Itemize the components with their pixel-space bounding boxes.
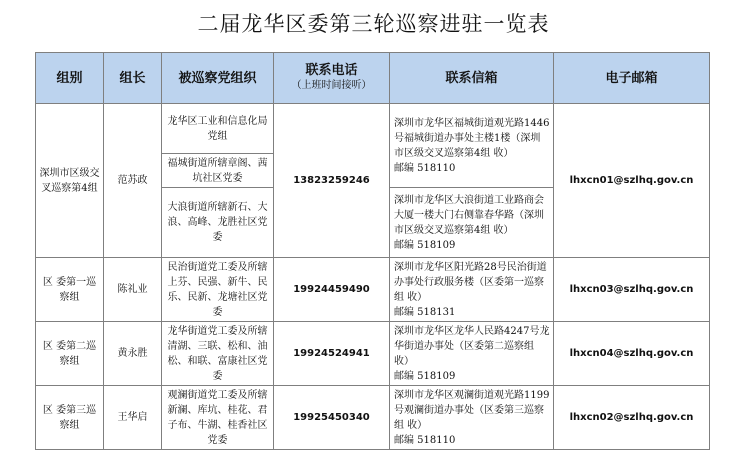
phone-cell: 19925450340: [274, 386, 390, 450]
email-cell: lhxcn04@szlhq.gov.cn: [554, 322, 710, 386]
header-org: 被巡察党组织: [162, 53, 274, 104]
header-row: [36, 53, 710, 104]
email-cell: lhxcn02@szlhq.gov.cn: [554, 386, 710, 450]
table-row: [36, 386, 710, 450]
mailbox-cell: [390, 188, 554, 258]
org-cell: 福城街道所辖章阁、茜坑社区党委: [162, 154, 274, 188]
org-cell: 大浪街道所辖新石、大浪、高峰、龙胜社区党委: [162, 188, 274, 258]
header-phone: [274, 53, 390, 104]
header-phone-label: 联系电话: [305, 63, 358, 78]
mailbox-postcode: 邮编 518110: [394, 162, 456, 174]
mailbox-address: 深圳市龙华区龙华人民路4247号龙华街道办事处（区委第二巡察组 收）: [394, 325, 550, 367]
mailbox-cell: [390, 386, 554, 450]
mailbox-postcode: 邮编 518109: [394, 370, 456, 382]
header-mailbox: 联系信箱: [390, 53, 554, 104]
phone-cell: 13823259246: [274, 104, 390, 258]
table-row: [36, 322, 710, 386]
mailbox-address: 深圳市龙华区阳光路28号民治街道办事处行政服务楼（区委第一巡察组 收）: [394, 261, 547, 303]
mailbox-postcode: 邮编 518110: [394, 434, 456, 446]
email-cell: lhxcn03@szlhq.gov.cn: [554, 258, 710, 322]
header-group: 组别: [36, 53, 104, 104]
org-cell: 龙华街道党工委及所辖清湖、三联、松和、油松、和联、富康社区党委: [162, 322, 274, 386]
table-row: [36, 104, 710, 154]
header-phone-sub: （上班时间接听）: [291, 80, 372, 91]
email-cell: lhxcn01@szlhq.gov.cn: [554, 104, 710, 258]
group-cell: 深圳市区级交叉巡察第4组: [36, 104, 104, 258]
group-cell: 区 委第一巡察组: [36, 258, 104, 322]
table-row: [36, 258, 710, 322]
inspection-table: [35, 52, 710, 450]
mailbox-address: 深圳市龙华区大浪街道工业路商会大厦一楼大门右侧靠春华路（深圳市区级交叉巡察第4组 收）: [394, 194, 544, 236]
leader-cell: 范苏政: [104, 104, 162, 258]
org-cell: 观澜街道党工委及所辖新澜、库坑、桂花、君子布、牛湖、桂香社区党委: [162, 386, 274, 450]
mailbox-address: 深圳市龙华区福城街道观光路1446号福城街道办事处主楼1楼（深圳市区级交叉巡察第4组 收）: [394, 117, 550, 159]
mailbox-cell: [390, 104, 554, 188]
group-cell: 区 委第二巡察组: [36, 322, 104, 386]
leader-cell: 王华启: [104, 386, 162, 450]
org-cell: 龙华区工业和信息化局党组: [162, 104, 274, 154]
leader-cell: 黄永胜: [104, 322, 162, 386]
mailbox-cell: [390, 322, 554, 386]
mailbox-postcode: 邮编 518109: [394, 239, 456, 251]
mailbox-cell: [390, 258, 554, 322]
mailbox-postcode: 邮编 518131: [394, 306, 456, 318]
org-cell: 民治街道党工委及所辖上芬、民强、新牛、民乐、民新、龙塘社区党委: [162, 258, 274, 322]
mailbox-address: 深圳市龙华区观澜街道观光路1199号观澜街道办事处（区委第三巡察组 收）: [394, 389, 550, 431]
leader-cell: 陈礼业: [104, 258, 162, 322]
phone-cell: 19924459490: [274, 258, 390, 322]
header-leader: 组长: [104, 53, 162, 104]
group-cell: 区 委第三巡察组: [36, 386, 104, 450]
phone-cell: 19924524941: [274, 322, 390, 386]
header-email: 电子邮箱: [554, 53, 710, 104]
page-title: 二届龙华区委第三轮巡察进驻一览表: [197, 12, 550, 36]
